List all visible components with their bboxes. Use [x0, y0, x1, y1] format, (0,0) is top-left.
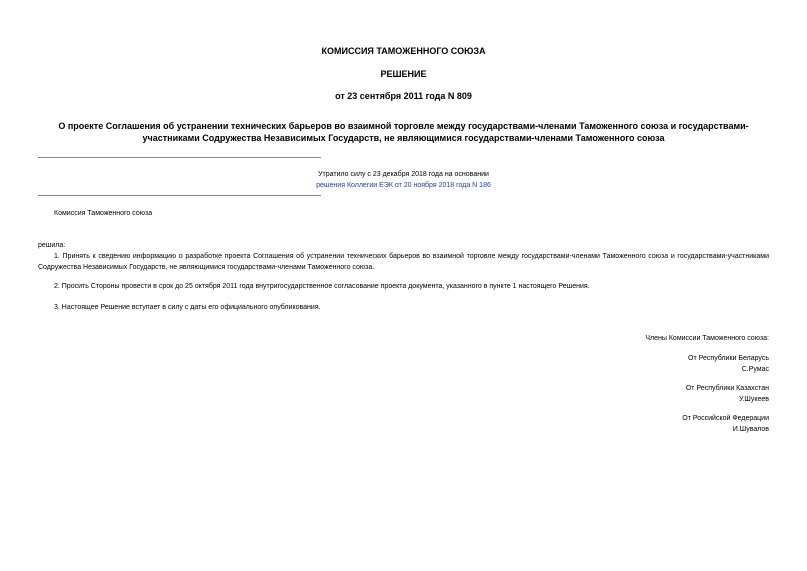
signature-country: От Республики Беларусь	[688, 355, 769, 362]
signature-name: С.Румас	[741, 366, 769, 373]
issuer: Комиссия Таможенного союза	[54, 210, 153, 217]
signature-block-kazakhstan	[469, 383, 769, 405]
document-title-line-1: О проекте Соглашения об устранении технических барьеров во взаимной торговле между государствами-членами Таможенного союза и государствами-	[58, 121, 749, 131]
divider-bottom	[38, 195, 321, 196]
signature-country: От Республики Казахстан	[685, 385, 769, 392]
document-type: РЕШЕНИЕ	[380, 69, 427, 79]
status-note	[0, 169, 807, 191]
document-title-line-2: участниками Содружества Независимых Государств, не являющимися государствами-членами Таможенного союза	[142, 133, 665, 143]
signatures-heading: Члены Комиссии Таможенного союза:	[645, 335, 769, 342]
status-note-link[interactable]: решения Коллегии ЕЭК от 20 ноября 2018 года N 186	[316, 182, 491, 189]
signature-block-russia	[469, 413, 769, 435]
decided-label: решила:	[38, 242, 66, 249]
divider-top	[38, 157, 321, 158]
signature-name: У.Шукеев	[738, 396, 769, 403]
decision-item-3: 3. Настоящее Решение вступает в силу с даты его официального опубликования.	[54, 304, 321, 311]
document-title	[0, 120, 807, 144]
signature-block-belarus	[469, 353, 769, 375]
signature-name: И.Шувалов	[732, 426, 769, 433]
organization-name: КОМИССИЯ ТАМОЖЕННОГО СОЮЗА	[321, 46, 486, 56]
document-date-number: от 23 сентября 2011 года N 809	[335, 91, 472, 101]
decision-item-2: 2. Просить Стороны провести в срок до 25 октября 2011 года внутригосударственное согласование проекта документа, указанного в пункте 1 настоящего Решения.	[54, 283, 590, 290]
decision-item-1: 1. Принять к сведению информацию о разработке проекта Соглашения об устранении технических барьеров во взаимной торговле между государствами-членами Таможенного союза и государствами-участниками Содружества Независимых Государств, не являющимися государствами-членами Таможенного союза.	[38, 253, 769, 271]
signature-country: От Российской Федерации	[682, 415, 769, 422]
status-note-text: Утратило силу с 23 декабря 2018 года на основании	[318, 171, 489, 178]
